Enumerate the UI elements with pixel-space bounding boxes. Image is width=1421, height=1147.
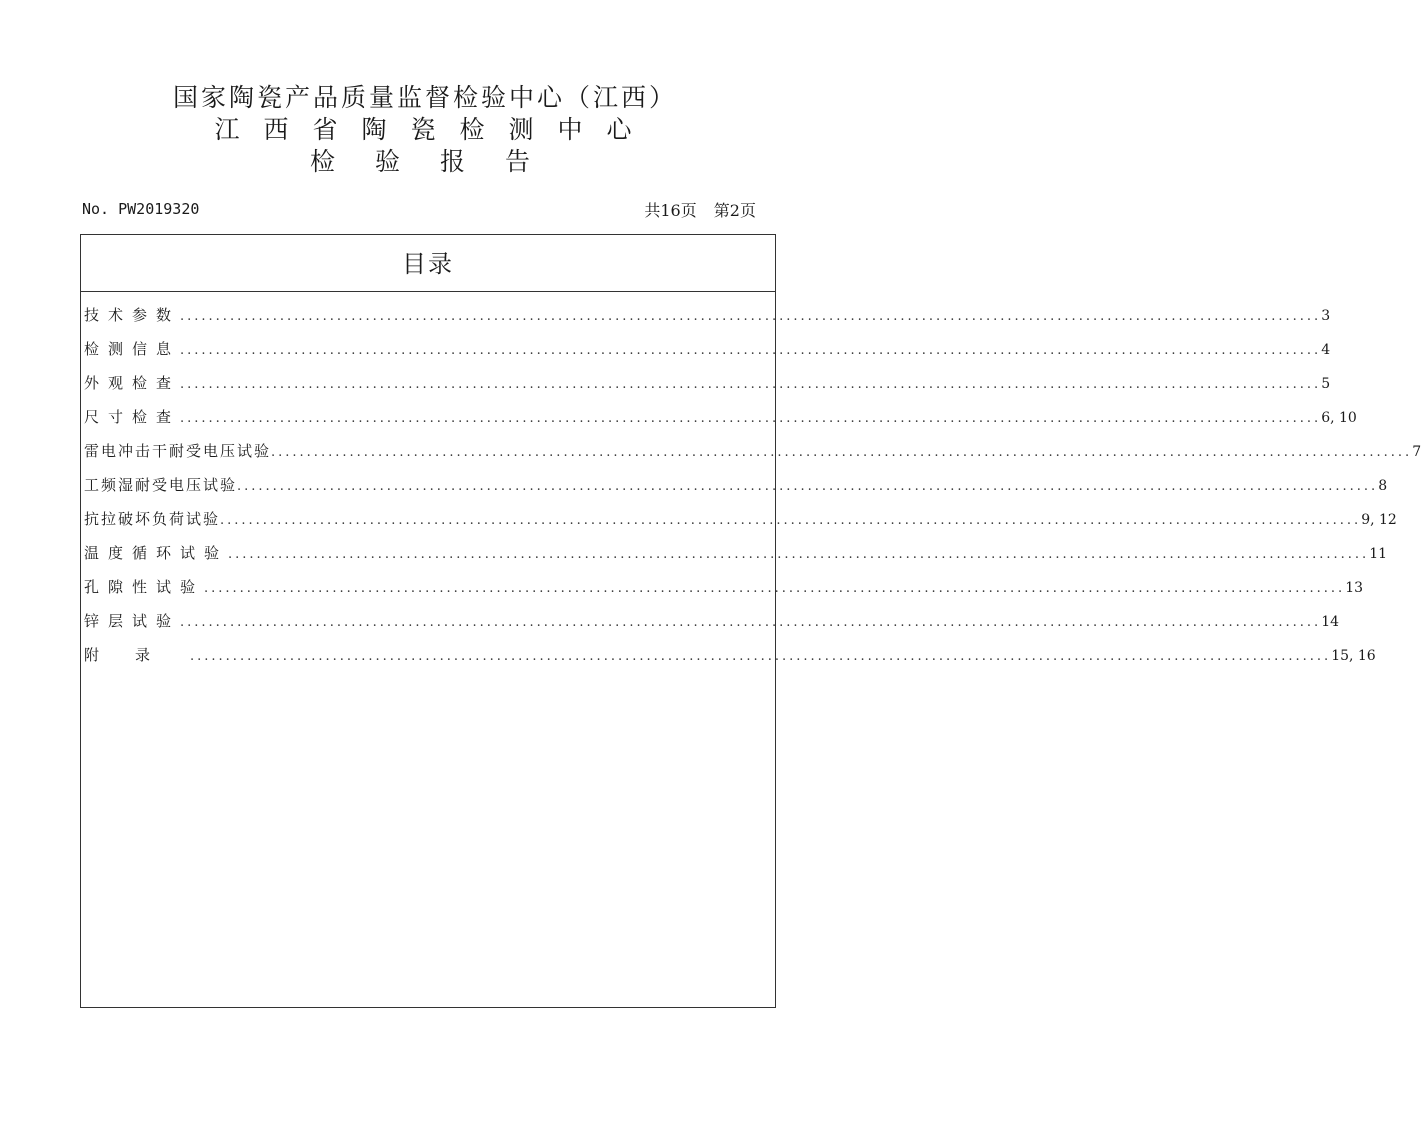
- toc-leader-dots: ................................................................................................................................................................: [180, 343, 1322, 358]
- report-meta: [82, 198, 756, 222]
- toc-heading: 目录: [81, 235, 775, 292]
- toc-item-page: 14: [1321, 614, 1340, 630]
- toc-item-page: 6, 10: [1321, 410, 1357, 426]
- toc-leader-dots: ................................................................................................................................................................: [180, 615, 1322, 630]
- toc-item-lightning-impulse-test[interactable]: [84, 434, 1421, 468]
- toc-item-visual-inspection[interactable]: [84, 366, 1331, 400]
- toc-item-label: 抗拉破坏负荷试验: [84, 510, 221, 528]
- page-indicator: 共16页 第2页: [644, 201, 756, 220]
- toc-item-label: 雷电冲击干耐受电压试验: [84, 442, 272, 460]
- toc-item-page: 13: [1345, 580, 1364, 596]
- toc-item-dimension-check[interactable]: [84, 400, 1357, 434]
- toc-leader-dots: ................................................................................................................................................................: [271, 445, 1413, 460]
- toc-item-label: 孔隙性试验: [84, 578, 205, 596]
- toc-leader-dots: ................................................................................................................................................................: [237, 479, 1379, 494]
- toc-item-label: 尺寸检查: [84, 408, 181, 426]
- toc-item-label: 外观检查: [84, 374, 181, 392]
- report-title: 检验报告: [309, 147, 570, 176]
- toc-item-page: 15, 16: [1331, 648, 1376, 664]
- toc-leader-dots: ................................................................................................................................................................: [204, 581, 1346, 596]
- toc-item-test-information[interactable]: [84, 332, 1331, 366]
- toc-item-label: 附录: [84, 646, 187, 664]
- toc-leader-dots: ................................................................................................................................................................: [180, 309, 1322, 324]
- toc-item-zinc-coating-test[interactable]: [84, 604, 1340, 638]
- toc-item-page: 7: [1412, 444, 1421, 460]
- toc-item-page: 5: [1321, 376, 1331, 392]
- toc-leader-dots: ................................................................................................................................................................: [180, 411, 1322, 426]
- toc-item-page: 11: [1369, 546, 1388, 562]
- toc-item-label: 工频湿耐受电压试验: [84, 476, 238, 494]
- report-header: [0, 82, 840, 178]
- toc-leader-dots: ................................................................................................................................................................: [190, 649, 1332, 664]
- toc-item-label: 锌层试验: [84, 612, 181, 630]
- toc-item-porosity-test[interactable]: [84, 570, 1364, 604]
- toc-item-tensile-failing-load-test[interactable]: [84, 502, 1397, 536]
- center-name-title: 国家陶瓷产品质量监督检验中心（江西）: [172, 83, 677, 112]
- provincial-center-title: 江西省陶瓷检测中心: [214, 115, 656, 144]
- toc-item-page: 9, 12: [1361, 512, 1397, 528]
- toc-item-label: 温度循环试验: [84, 544, 229, 562]
- toc-list: [81, 292, 1421, 672]
- toc-item-page: 4: [1321, 342, 1331, 358]
- toc-item-technical-parameters[interactable]: [84, 298, 1331, 332]
- toc-leader-dots: ................................................................................................................................................................: [220, 513, 1362, 528]
- toc-item-appendix[interactable]: [84, 638, 1376, 672]
- toc-item-power-frequency-wet-test[interactable]: [84, 468, 1388, 502]
- table-of-contents: [80, 234, 1421, 1008]
- toc-leader-dots: ................................................................................................................................................................: [228, 547, 1370, 562]
- toc-item-label: 检测信息: [84, 340, 181, 358]
- report-number: No. PW2019320: [82, 200, 200, 218]
- toc-item-page: 3: [1321, 308, 1331, 324]
- toc-leader-dots: ................................................................................................................................................................: [180, 377, 1322, 392]
- toc-item-page: 8: [1378, 478, 1388, 494]
- toc-item-temperature-cycle-test[interactable]: [84, 536, 1388, 570]
- toc-item-label: 技术参数: [84, 306, 181, 324]
